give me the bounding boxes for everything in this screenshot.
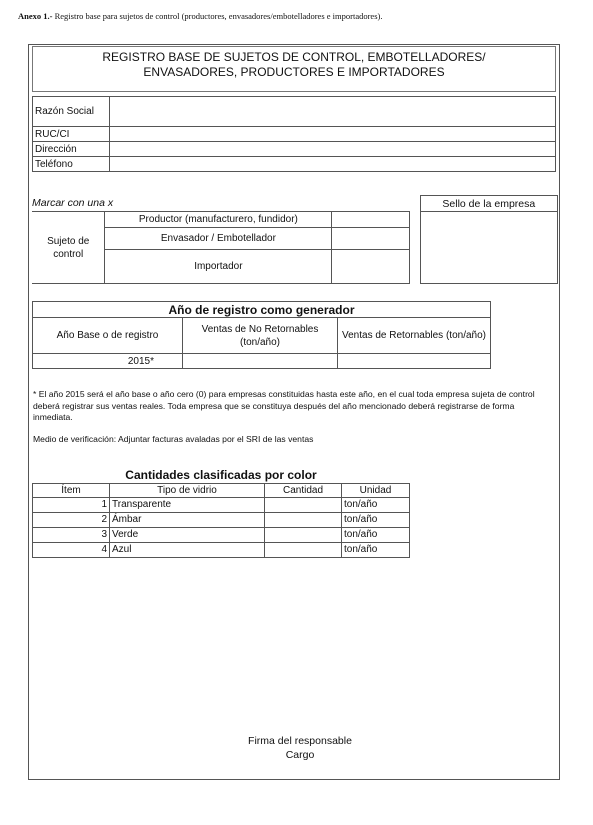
generator-table bbox=[32, 301, 491, 369]
mark-instruction: Marcar con una x bbox=[32, 197, 114, 210]
id-row-ruc bbox=[33, 127, 556, 142]
row-unit: ton/año bbox=[342, 527, 410, 542]
returnable-field[interactable] bbox=[338, 354, 491, 369]
subject-group-label: Sujeto de control bbox=[32, 212, 105, 284]
subject-table bbox=[32, 195, 558, 284]
row-unit: ton/año bbox=[342, 512, 410, 527]
direccion-field[interactable] bbox=[110, 142, 556, 157]
form-title-line1: REGISTRO BASE DE SUJETOS DE CONTROL, EMBOTELLADORES/ bbox=[102, 50, 486, 64]
row-type: Azul bbox=[110, 542, 265, 557]
returnable-header: Ventas de Retornables (ton/año) bbox=[338, 318, 491, 354]
telefono-label: Teléfono bbox=[33, 157, 110, 172]
col-item-header: Ítem bbox=[33, 483, 110, 497]
table-row bbox=[33, 512, 410, 527]
annex-caption-prefix: Anexo 1.- bbox=[18, 11, 53, 21]
row-qty-field[interactable] bbox=[265, 512, 342, 527]
verification-note: Medio de verificación: Adjuntar facturas avaladas por el SRI de las ventas bbox=[33, 434, 314, 444]
option-importador-label: Importador bbox=[105, 250, 332, 284]
non-returnable-header: Ventas de No Retornables (ton/año) bbox=[183, 318, 338, 354]
option-productor-label: Productor (manufacturero, fundidor) bbox=[105, 212, 332, 228]
col-unit-header: Unidad bbox=[342, 483, 410, 497]
row-type: Verde bbox=[110, 527, 265, 542]
annex-caption-text: Registro base para sujetos de control (productores, envasadores/embotelladores e importadores). bbox=[54, 11, 383, 21]
col-type-header: Tipo de vidrio bbox=[110, 483, 265, 497]
non-returnable-field[interactable] bbox=[183, 354, 338, 369]
color-table bbox=[32, 467, 410, 558]
ruc-field[interactable] bbox=[110, 127, 556, 142]
identification-table bbox=[32, 96, 556, 172]
id-row-direccion bbox=[33, 142, 556, 157]
table-row bbox=[33, 527, 410, 542]
id-row-razon-social bbox=[33, 97, 556, 127]
table-row bbox=[33, 542, 410, 557]
base-year-value: 2015* bbox=[33, 354, 183, 369]
option-envasador-mark[interactable] bbox=[332, 228, 410, 250]
seal-label: Sello de la empresa bbox=[420, 196, 557, 212]
razon-social-label: Razón Social bbox=[33, 97, 110, 127]
signature-block bbox=[200, 734, 400, 762]
row-item: 4 bbox=[33, 542, 110, 557]
base-year-note: * El año 2015 será el año base o año cero (0) para empresas constituidas hasta este año, en el cual toda empresa sujeta de control deberá registrar sus ventas reales. Toda empresa que se constituya después del año mencionado deberá registrarse de forma inmediata. bbox=[33, 389, 535, 422]
signature-line2: Cargo bbox=[285, 749, 315, 761]
row-type: Transparente bbox=[110, 497, 265, 512]
telefono-field[interactable] bbox=[110, 157, 556, 172]
form-title-line2: ENVASADORES, PRODUCTORES E IMPORTADORES bbox=[143, 65, 445, 79]
razon-social-field[interactable] bbox=[110, 97, 556, 127]
color-table-title: Cantidades clasificadas por color bbox=[33, 467, 410, 483]
table-row bbox=[33, 497, 410, 512]
row-qty-field[interactable] bbox=[265, 542, 342, 557]
row-item: 3 bbox=[33, 527, 110, 542]
base-year-header: Año Base o de registro bbox=[33, 318, 183, 354]
row-unit: ton/año bbox=[342, 542, 410, 557]
row-unit: ton/año bbox=[342, 497, 410, 512]
row-qty-field[interactable] bbox=[265, 497, 342, 512]
row-item: 2 bbox=[33, 512, 110, 527]
col-qty-header: Cantidad bbox=[265, 483, 342, 497]
option-envasador-label: Envasador / Embotellador bbox=[105, 228, 332, 250]
seal-box[interactable] bbox=[420, 212, 557, 284]
form-title bbox=[32, 46, 556, 92]
ruc-label: RUC/CI bbox=[33, 127, 110, 142]
direccion-label: Dirección bbox=[33, 142, 110, 157]
signature-line1: Firma del responsable bbox=[248, 735, 352, 747]
row-type: Ámbar bbox=[110, 512, 265, 527]
row-item: 1 bbox=[33, 497, 110, 512]
row-qty-field[interactable] bbox=[265, 527, 342, 542]
option-importador-mark[interactable] bbox=[332, 250, 410, 284]
generator-title: Año de registro como generador bbox=[33, 302, 491, 318]
annex-caption bbox=[18, 11, 578, 21]
option-productor-mark[interactable] bbox=[332, 212, 410, 228]
id-row-telefono bbox=[33, 157, 556, 172]
